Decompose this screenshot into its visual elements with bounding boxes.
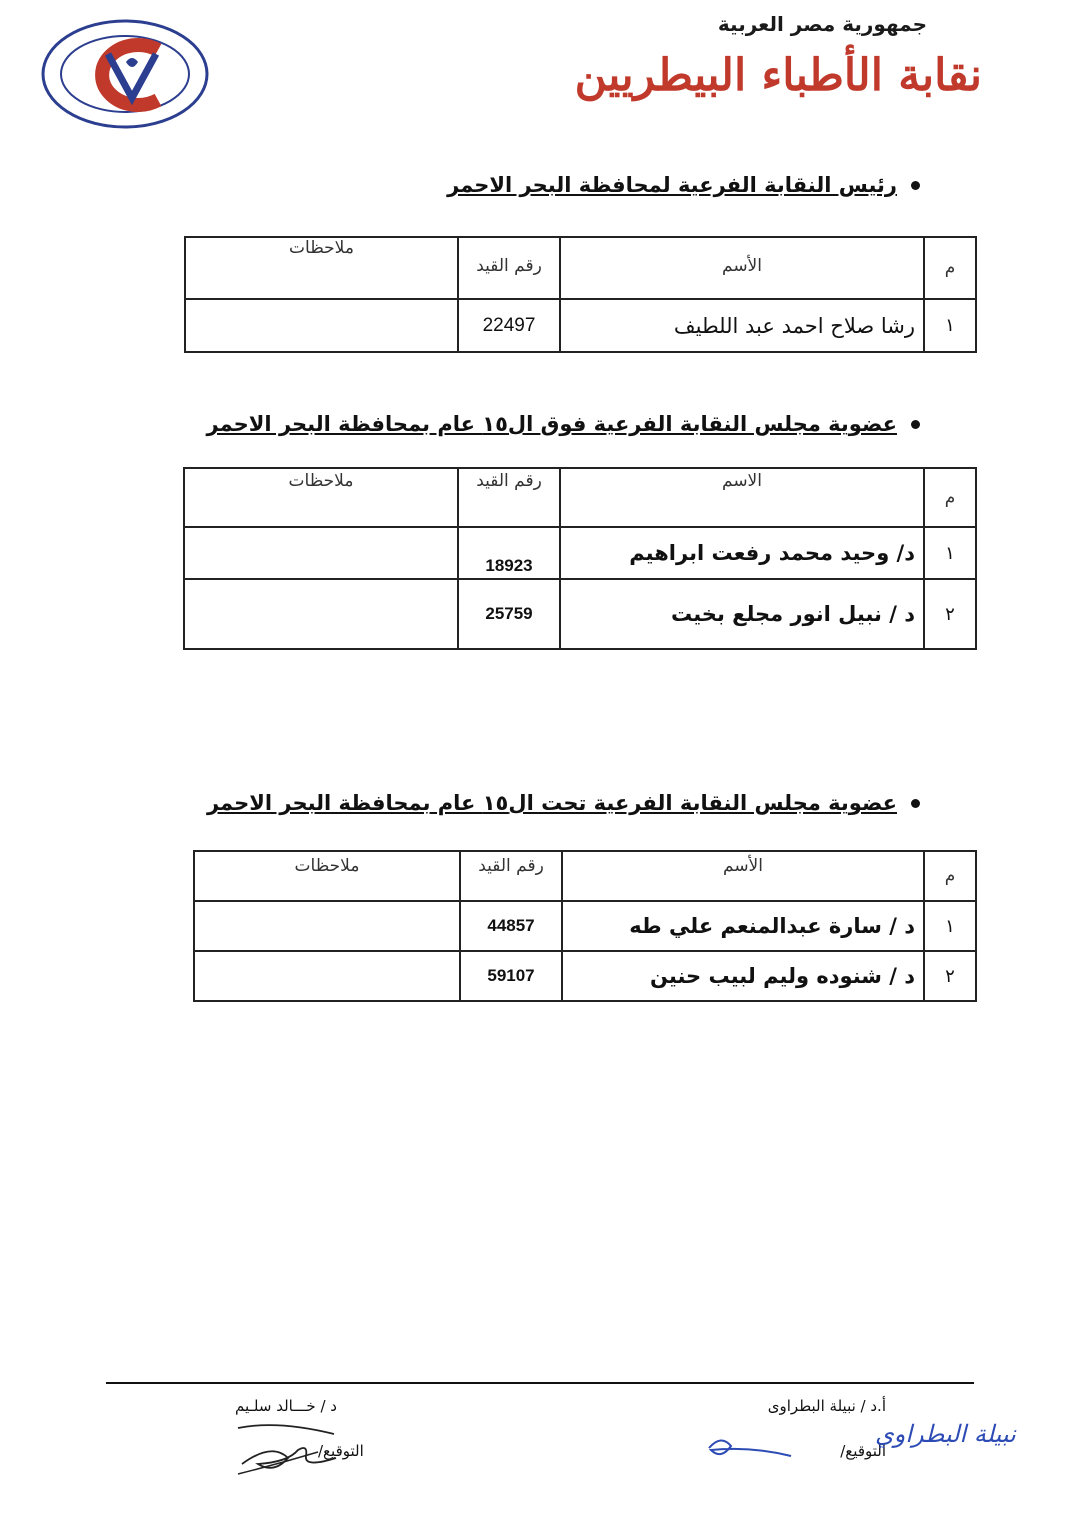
right-signature-label: التوقيع/ [840, 1442, 886, 1460]
bullet-icon [911, 181, 920, 190]
row-notes [194, 901, 460, 951]
col-header-notes: ملاحظات [184, 468, 458, 527]
col-header-reg: رقم القيد [458, 237, 560, 299]
bullet-icon [911, 420, 920, 429]
col-header-notes: ملاحظات [185, 237, 458, 299]
col-header-num: م [924, 468, 976, 527]
under15-table [193, 850, 977, 1002]
bullet-icon [911, 799, 920, 808]
row-reg: 18923 [458, 527, 560, 579]
table-row [185, 299, 976, 352]
row-num: ٢ [924, 951, 976, 1001]
table-row [194, 901, 976, 951]
row-reg: 44857 [460, 901, 562, 951]
syndicate-name: نقابة الأطباء البيطريين [574, 50, 982, 101]
footer-divider [106, 1382, 974, 1384]
section-heading [207, 412, 920, 436]
svg-text:نبيلة البطراوي: نبيلة البطراوي [875, 1420, 1016, 1448]
syndicate-logo [40, 18, 210, 130]
section-title: عضوية مجلس النقابة الفرعية فوق ال١٥ عام بمحافظة البحر الاحمر [206, 412, 897, 436]
table-row [184, 527, 976, 579]
left-handwritten-signature [232, 1418, 342, 1480]
row-name: د/ وحيد محمد رفعت ابراهيم [560, 527, 924, 579]
table-row [194, 951, 976, 1001]
row-name: د / شنوده وليم لبيب حنين [562, 951, 924, 1001]
row-num: ١ [924, 527, 976, 579]
table-row [184, 579, 976, 649]
country-title: جمهورية مصر العربية [717, 12, 927, 36]
row-notes [185, 299, 458, 352]
section-title: عضوية مجلس النقابة الفرعية تحت ال١٥ عام بمحافظة البحر الاحمر [206, 791, 897, 815]
col-header-name: الأسم [560, 237, 924, 299]
over15-table [183, 467, 977, 650]
president-table [184, 236, 977, 353]
section-title: رئيس النقابة الفرعية لمحافظة البحر الاحمر [447, 173, 897, 197]
col-header-num: م [924, 237, 976, 299]
row-notes [184, 579, 458, 649]
row-reg: 25759 [458, 579, 560, 649]
col-header-name: الأسم [562, 851, 924, 901]
row-name: رشا صلاح احمد عبد اللطيف [560, 299, 924, 352]
row-reg: 22497 [458, 299, 560, 352]
row-reg: 59107 [460, 951, 562, 1001]
row-name: د / نبيل انور مجلع بخيت [560, 579, 924, 649]
col-header-reg: رقم القيد [458, 468, 560, 527]
right-handwritten-signature [705, 1412, 1016, 1468]
col-header-reg: رقم القيد [460, 851, 562, 901]
row-name: د / سارة عبدالمنعم علي طه [562, 901, 924, 951]
section-heading [447, 173, 920, 197]
right-signer-name: أ.د / نبيلة البطراوى [767, 1397, 886, 1415]
row-notes [184, 527, 458, 579]
col-header-notes: ملاحظات [194, 851, 460, 901]
left-signer-name: د / خـــالد سلـيم [235, 1397, 337, 1415]
col-header-name: الاسم [560, 468, 924, 527]
section-heading [207, 791, 920, 815]
row-num: ١ [924, 299, 976, 352]
col-header-num: م [924, 851, 976, 901]
row-num: ١ [924, 901, 976, 951]
row-notes [194, 951, 460, 1001]
row-num: ٢ [924, 579, 976, 649]
left-signature-label: التوقيع/ [318, 1442, 364, 1460]
